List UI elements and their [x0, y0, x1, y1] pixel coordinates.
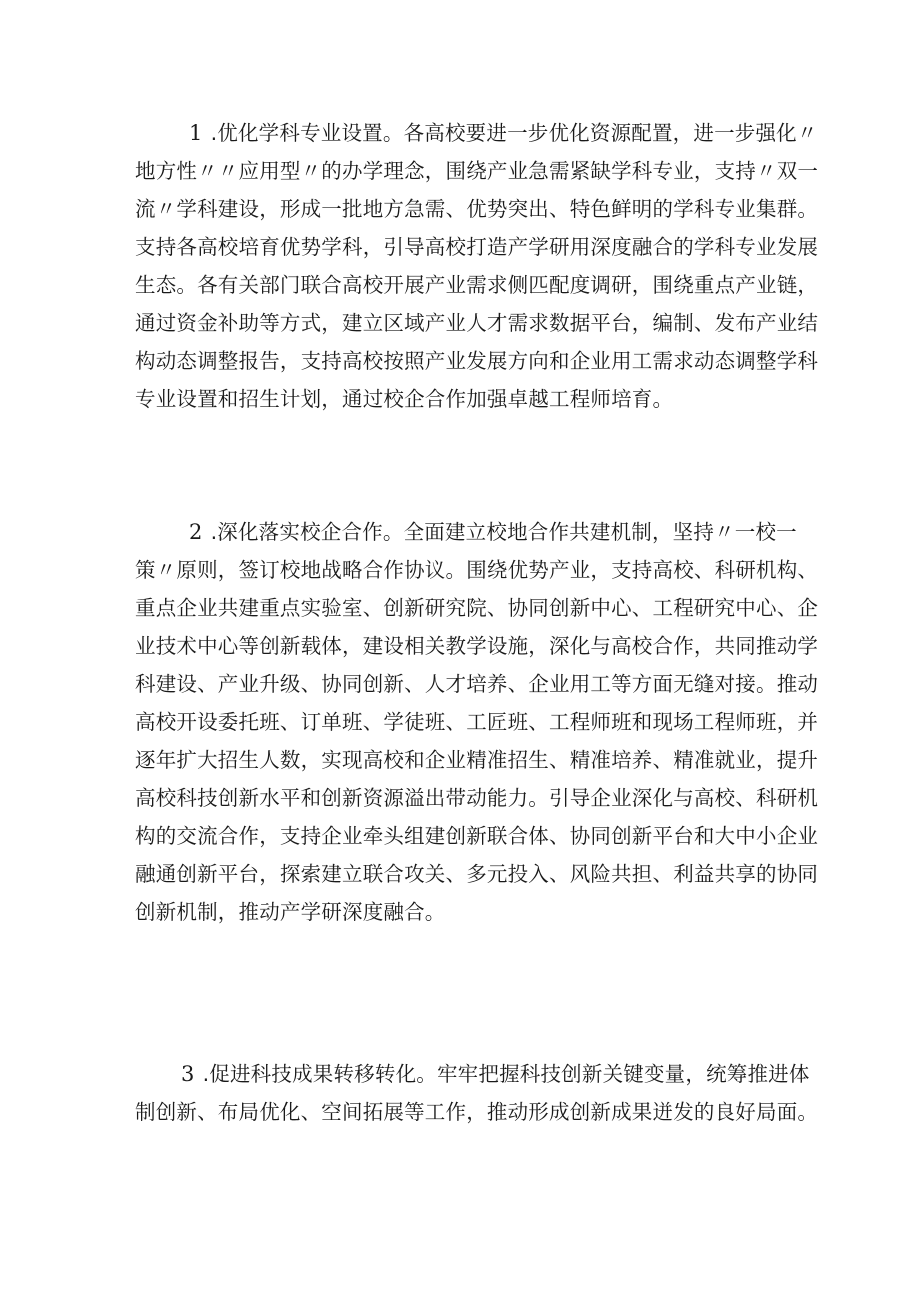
section-2-line: 构的交流合作，支持企业牵头组建创新联合体、协同创新平台和大中小企业	[135, 824, 819, 848]
section-2-line: 业技术中心等创新载体，建设相关教学设施，深化与高校合作，共同推动学	[135, 634, 819, 658]
section-2-line: 高校开设委托班、订单班、学徒班、工匠班、工程师班和现场工程师班，并	[135, 710, 819, 734]
section-1-line: 专业设置和招生计划，通过校企合作加强卓越工程师培育。	[135, 387, 674, 411]
section-2-line: 重点企业共建重点实验室、创新研究院、协同创新中心、工程研究中心、企	[135, 596, 819, 620]
section-2	[135, 513, 819, 931]
section-1	[135, 114, 819, 418]
section-1-number: 1	[189, 121, 203, 145]
section-3-line	[135, 1055, 810, 1093]
section-2-line: 创新机制，推动产学研深度融合。	[135, 900, 446, 924]
section-3-heading-text: .促进科技成果转移转化。牢牢把握科技创新关键变量，统筹推进体	[202, 1062, 810, 1086]
section-1-line: 支持各高校培育优势学科，引导高校打造产学研用深度融合的学科专业发展	[135, 235, 819, 259]
section-2-heading-text: .深化落实校企合作。全面建立校地合作共建机制，坚持〃一校一	[210, 520, 797, 544]
section-2-line: 逐年扩大招生人数，实现高校和企业精准招生、精准培养、精准就业，提升	[135, 748, 819, 772]
section-2-line: 科建设、产业升级、协同创新、人才培养、企业用工等方面无缝对接。推动	[135, 672, 819, 696]
section-2-line: 融通创新平台，探索建立联合攻关、多元投入、风险共担、利益共享的协同	[135, 862, 819, 886]
section-1-line: 生态。各有关部门联合高校开展产业需求侧匹配度调研，围绕重点产业链，	[135, 273, 819, 297]
section-3	[135, 1055, 819, 1131]
section-1-line: 通过资金补助等方式，建立区域产业人才需求数据平台，编制、发布产业结	[135, 311, 819, 335]
section-3-line: 制创新、布局优化、空间拓展等工作，推动形成创新成果迸发的良好局面。	[135, 1100, 819, 1124]
section-3-number: 3	[181, 1062, 195, 1086]
section-1-line: 地方性〃〃应用型〃的办学理念，围绕产业急需紧缺学科专业，支持〃双一	[135, 159, 819, 183]
section-2-line	[135, 513, 800, 551]
section-2-line: 策〃原则，签订校地战略合作协议。围绕优势产业，支持高校、科研机构、	[135, 558, 819, 582]
section-1-line: 流〃学科建设，形成一批地方急需、优势突出、特色鲜明的学科专业集群。	[135, 197, 819, 221]
section-1-line: 构动态调整报告，支持高校按照产业发展方向和企业用工需求动态调整学科	[135, 349, 819, 373]
section-1-line	[135, 114, 818, 152]
section-2-number: 2	[189, 520, 203, 544]
section-1-heading-text: .优化学科专业设置。各高校要进一步优化资源配置，进一步强化〃	[210, 121, 818, 145]
section-2-line: 高校科技创新水平和创新资源溢出带动能力。引导企业深化与高校、科研机	[135, 786, 819, 810]
